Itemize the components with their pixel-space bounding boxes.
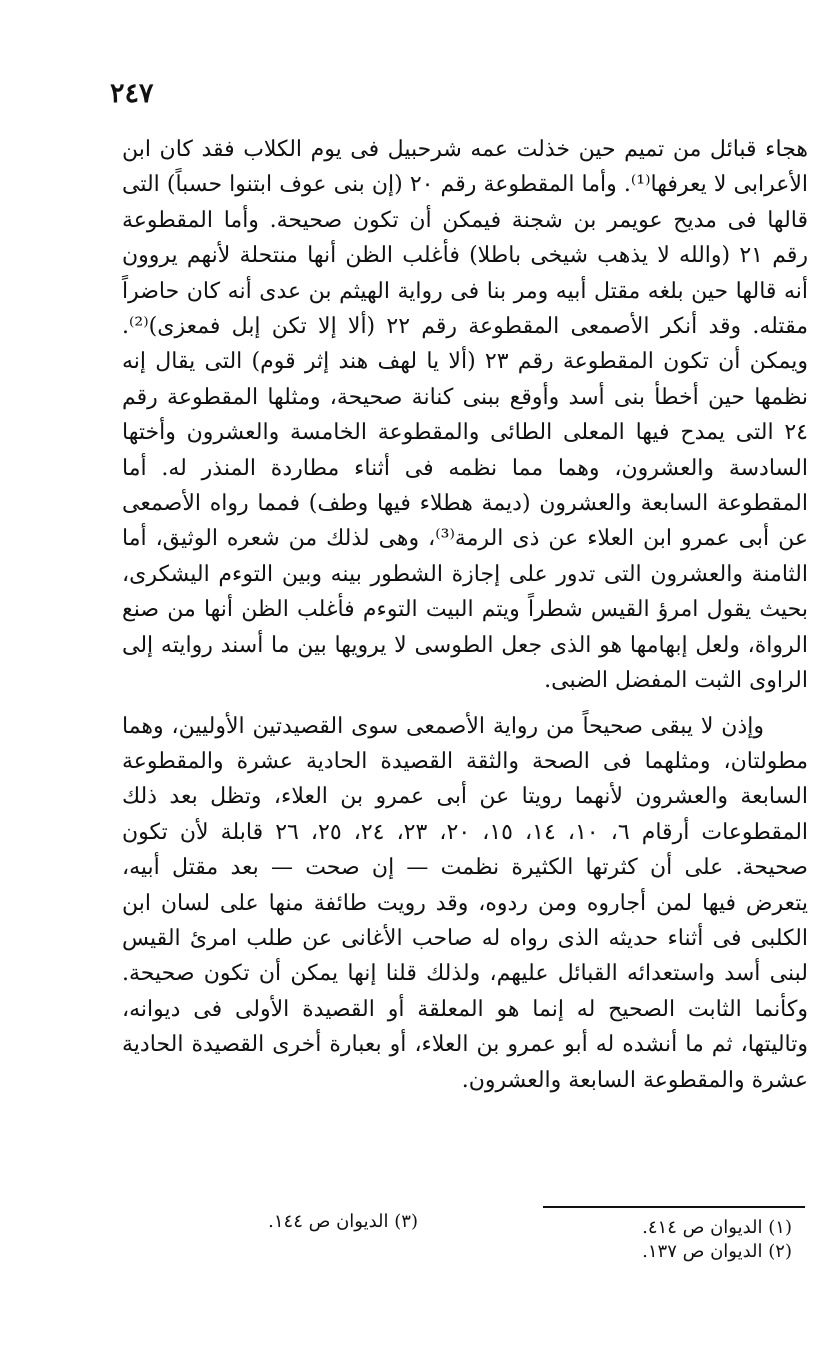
page-number: ٢٤٧ [110, 78, 154, 109]
footnote-separator [543, 1206, 805, 1208]
paragraph-1: هجاء قبائل من تميم حين خذلت عمه شرحبيل فى يوم الكلاب فقد كان ابن الأعرابى لا يعرفها⁽¹⁾. وأما المقطوعة رقم ٢٠ (إن بنى عوف ابتنوا حسباً) التى قالها فى مديح عويمر بن شجنة فيمكن أن تكون صحيحة. وأما المقطوعة رقم ٢١ (والله لا يذهب شيخى باطلا) فأغلب الظن أنها منتحلة لأنهم يروون أنه قالها حين بلغه مقتل أبيه ومر بنا فى رواية الهيثم بن عدى أنه كان حاضراً مقتله. وقد أنكر الأصمعى المقطوعة رقم ٢٢ (ألا إلا تكن إبل فمعزى)⁽²⁾. ويمكن أن تكون المقطوعة رقم ٢٣ (ألا يا لهف هند إثر قوم) التى يقال إنه نظمها حين أخطأ بنى أسد وأوقع ببنى كنانة صحيحة، ومثلها المقطوعة رقم ٢٤ التى يمدح فيها المعلى الطائى والمقطوعة الخامسة والعشرون وأختها السادسة والعشرون، وهما مما نظمه فى أثناء مطاردة المنذر له. أما المقطوعة السابعة والعشرون (ديمة هطلاء فيها وطف) فمما رواه الأصمعى عن أبى عمرو ابن العلاء عن ذى الرمة⁽³⁾، وهى لذلك من شعره الوثيق، أما الثامنة والعشرون التى تدور على إجازة الشطور بينه وبين التوءم اليشكرى، بحيث يقول امرؤ القيس شطراً ويتم البيت التوءم فأغلب الظن أنها من صنع الرواة، ولعل إبهامها هو الذى جعل الطوسى لا يرويها بين ما أسند روايته إلى الراوى الثبت المفضل الضبى. [122, 137, 809, 694]
footnote-1: (١) الديوان ص ٤١٤. [642, 1217, 792, 1238]
main-text [122, 132, 808, 1098]
paragraph-2: وإذن لا يبقى صحيحاً من رواية الأصمعى سوى القصيدتين الأوليين، وهما مطولتان، ومثلهما فى الصحة والثقة القصيدة الحادية عشرة والمقطوعة السابعة والعشرون لأنهما رويتا عن أبى عمرو بن العلاء، وتظل بعد ذلك المقطوعات أرقام ٦، ١٠، ١٤، ١٥، ٢٠، ٢٣، ٢٤، ٢٥، ٢٦ قابلة لأن تكون صحيحة. على أن كثرتها الكثيرة نظمت — إن صحت — بعد مقتل أبيه، يتعرض فيها لمن أجاروه ومن ردوه، وقد رويت طائفة منها على لسان ابن الكلبى فى أثناء حديثه الذى رواه له صاحب الأغانى عن طلب امرئ القيس لبنى أسد واستعدائه القبائل عليهم، ولذلك قلنا إنها يمكن أن تكون صحيحة. وكأنما الثابت الصحيح له إنما هو المعلقة أو القصيدة الأولى فى ديوانه، وتاليتها، ثم ما أنشده له أبو عمرو بن العلاء، أو بعبارة أخرى القصيدة الحادية عشرة والمقطوعة السابعة والعشرون. [122, 713, 809, 1093]
footnote-2: (٢) الديوان ص ١٣٧. [642, 1241, 792, 1262]
footnote-3: (٣) الديوان ص ١٤٤. [268, 1211, 418, 1232]
